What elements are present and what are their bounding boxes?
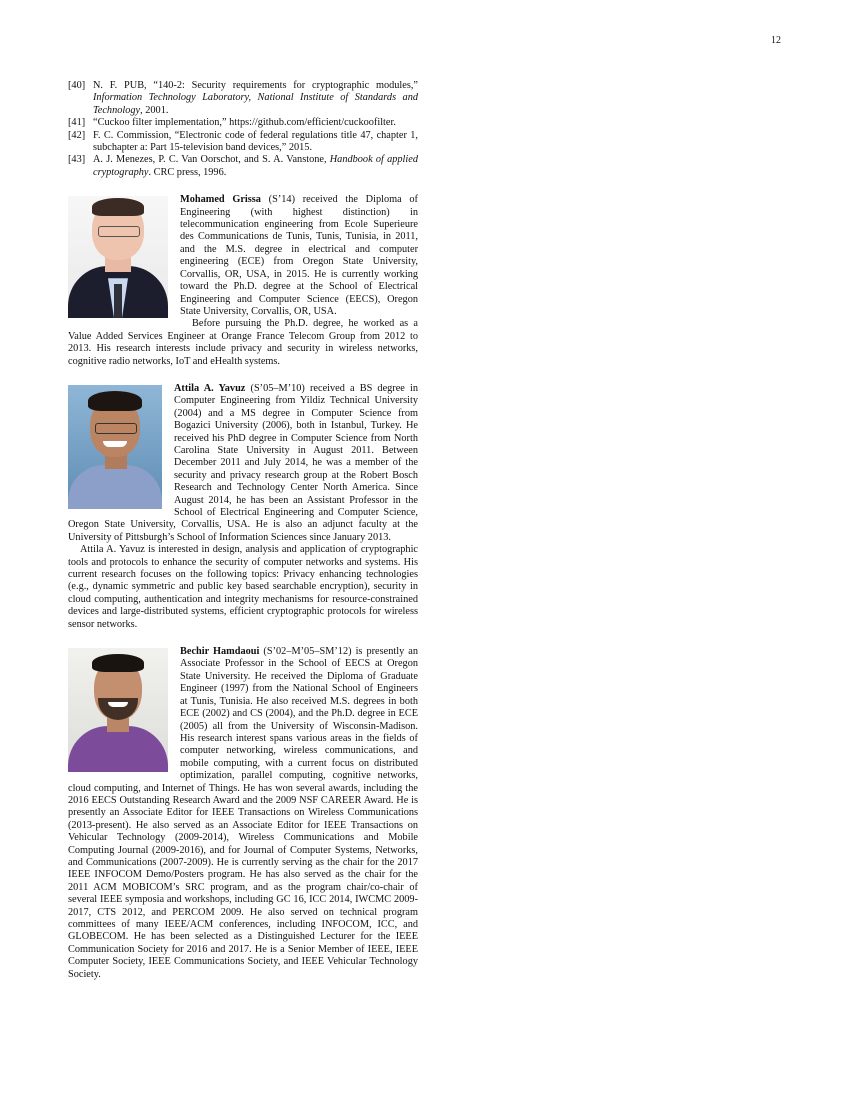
author-bio-yavuz <box>68 383 418 631</box>
reference-item <box>68 80 418 117</box>
reference-number: [40] <box>68 80 86 91</box>
reference-text <box>93 154 418 179</box>
author-name: Bechir Hamdaoui <box>180 646 260 658</box>
author-name: Mohamed Grissa <box>180 194 261 206</box>
reference-item <box>68 154 418 179</box>
author-photo-hamdaoui <box>68 648 168 772</box>
reference-text-part: A. J. Menezes, P. C. Van Oorschot, and S. A. Vanstone, <box>93 154 330 166</box>
author-bio-grissa <box>68 194 418 368</box>
reference-text-part: , 2001. <box>140 104 169 116</box>
author-photo-yavuz <box>68 385 162 509</box>
reference-text-part: N. F. PUB, “140-2: Security requirements for cryptographic modules,” <box>93 80 418 91</box>
bio-text: (S’02–M’05–SM’12) is presently an Associate Professor in the School of EECS at Oregon State University. He received the Diploma of Graduate Engineer (1997) from the National School of Engineers at Tunis, Tunisia. He also received M.S. degrees in both ECE (2002) and CS (2004), and the Ph.D. degree in ECE (2005) all from the University of Wisconsin-Madison. His research interest spans various areas in the fields of computer networking, wireless communications, and mobile computing, with a current focus on distributed optimization, parallel computing, cognitive networks, cloud computing, and Internet of Things. He has won several awards, including the 2016 EECS Outstanding Research Award and the 2009 NSF CAREER Award. He is presently an Associate Editor for IEEE Transactions on Wireless Communications (2013-present). He also served as an Associate Editor for IEEE Transactions on Vehicular Technology (2009-2014), Wireless Communications and Mobile Computing Journal (2009-2016), and for Journal of Computer Systems, Networks, and Communications (2007-2009). He is currently serving as the chair for the 2017 IEEE INFOCOM Demo/Posters program. He has also served as the chair for the 2011 ACM MOBICOM’s SRC program, and as the program chair/co-chair of several IEEE symposia and workshops, including GC 16, ICC 2014, IWCMC 2009-2017, CTS 2012, and PERCOM 2009. He also served on technical program committees of many IEEE/ACM conferences, including INFOCOM, ICC, and GLOBECOM. He has been selected as a Distinguished Lecturer for the IEEE Communication Society for 2016 and 2017. He is a Senior Member of IEEE, IEEE Computer Society, IEEE Communications Society, and IEEE Vehicular Technology Society. <box>68 646 418 980</box>
author-name: Attila A. Yavuz <box>174 382 246 394</box>
author-bio-hamdaoui <box>68 646 418 981</box>
reference-number: [41] <box>68 117 86 129</box>
text-column <box>68 80 418 981</box>
bio-text: (S’05–M’10) received a BS degree in Computer Engineering from Yildiz Technical University (2004) and a MS degree in Computer Science from Bogazici University (2006), both in Istanbul, Turkey. He received his PhD degree in Computer Science from North Carolina State University in August 2011. Between December 2011 and July 2014, he was a member of the security and privacy research group at the Robert Bosch Research and Technology Center North America. Since August 2014, he has been an Assistant Professor in the School of Electrical Engineering and Computer Science, Oregon State University, Corvallis, USA. He is also an adjunct faculty at the University of Pittsburgh’s School of Information Sciences since January 2013. <box>68 382 419 543</box>
reference-list <box>68 80 418 179</box>
reference-title: Handbook of applied cryptography <box>93 154 418 178</box>
reference-item <box>68 117 418 129</box>
reference-number: [43] <box>68 154 86 166</box>
reference-text <box>93 80 418 117</box>
reference-text-part: . CRC press, 1996. <box>148 166 227 178</box>
reference-title: Information Technology Laboratory, National Institute of Standards and Technology <box>93 92 418 116</box>
reference-text: “Cuckoo filter implementation,” https://github.com/efficient/cuckoofilter. <box>93 117 396 129</box>
bio-text: (S’14) received the Diploma of Engineering (with highest distinction) in telecommunication engineering from Ecole Superieure des Communications de Tunis, Tunis, Tunisia, in 2011, and the M.S. degree in electrical and computer engineering (ECE) from Oregon State University, Corvallis, OR, USA, in 2015. He is currently working toward the Ph.D. degree at the School of Electrical Engineering and Computer Science (EECS), Oregon State University, Corvallis, OR, USA. <box>180 194 418 317</box>
page-number: 12 <box>771 35 781 46</box>
bio-paragraph: Attila A. Yavuz is interested in design, analysis and application of cryptographic tools and protocols to enhance the security of computer networks and systems. His current research focuses on the following topics: Privacy enhancing technologies (e.g., dynamic symmetric and public key based searchable encryption), security in cloud computing, authentication and integrity mechanisms for resource-constrained devices and large-distributed systems, efficient cryptographic protocols for wireless sensor networks. <box>68 544 418 630</box>
author-photo-grissa <box>68 196 168 318</box>
reference-number: [42] <box>68 129 86 141</box>
reference-text: F. C. Commission, “Electronic code of federal regulations title 47, chapter 1, subchapter a: Part 15-television band devices,” 2015. <box>93 129 418 154</box>
bio-paragraph: Before pursuing the Ph.D. degree, he worked as a Value Added Services Engineer at Orange France Telecom Group from 2012 to 2013. His research interests include privacy and security in wireless networks, cognitive radio networks, IoT and eHealth systems. <box>68 318 418 367</box>
reference-item <box>68 130 418 155</box>
